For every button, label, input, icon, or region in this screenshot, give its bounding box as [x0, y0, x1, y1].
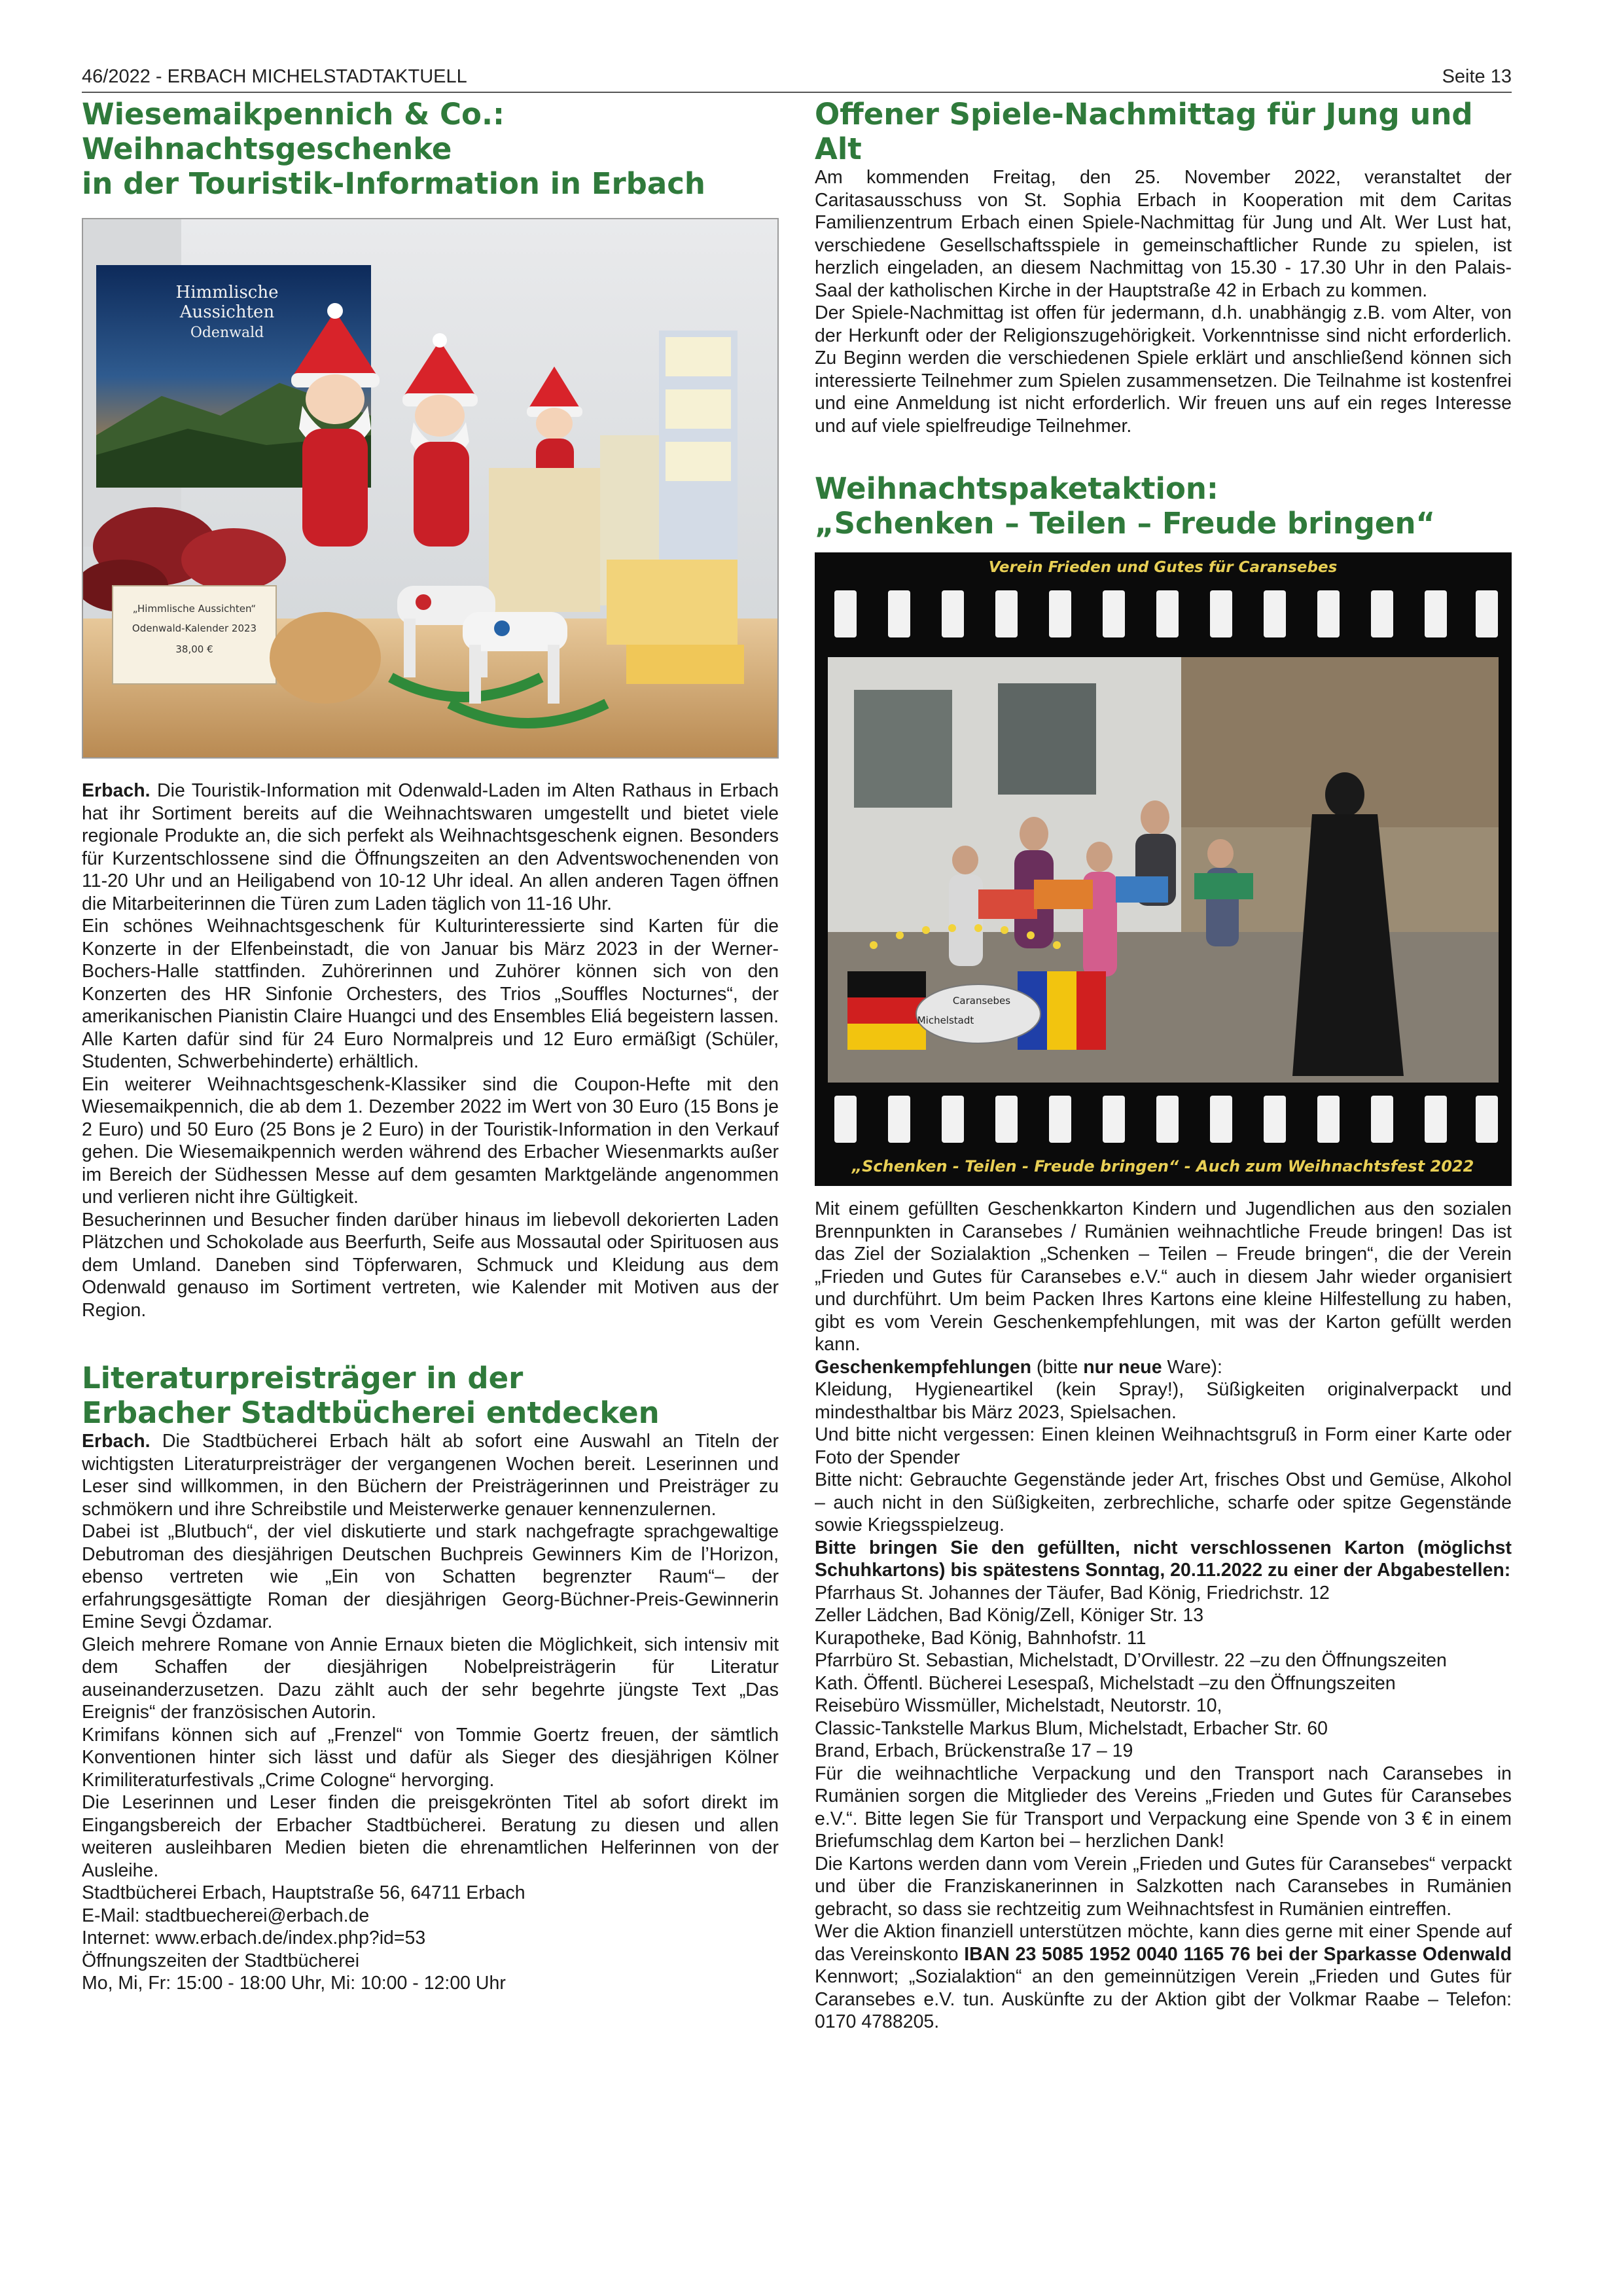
svg-text:Verein Frieden und Gutes für C: Verein Frieden und Gutes für Caransebes — [988, 559, 1338, 576]
page-header — [82, 60, 1512, 93]
article2-paragraph-5: Die Leserinnen und Leser finden die preisgekrönten Titel ab sofort direkt im Eingangsbereich der Erbacher Stadtbücherei. Beratung zu diesen und allen weiteren ausleihbaren Medien bieten die ehrenamtlichen Helferinnen von der Ausleihe. — [82, 1792, 779, 1881]
article4-paragraph-4: Bitte nicht: Gebrauchte Gegenstände jeder Art, frisches Obst und Gemüse, Alkohol – auch nicht in den Süßigkeiten, zerbrechliche, scharfe oder spitze Gegenstände sowie Kriegsspielzeug. — [815, 1469, 1512, 1535]
article4-recommendations-label: Geschenkempfehlungen (bitte nur neue Ware): — [815, 1356, 1222, 1378]
article2-paragraph-4: Krimifans können sich auf „Frenzel“ von Tommie Goertz freuen, der sämtlich Konventionen hinter sich lässt und dafür als Sieger des diesjährigen Kölner Krimiliteraturfestivals „Crime Cologne“ hervorging. — [82, 1724, 779, 1791]
svg-text:Michelstadt: Michelstadt — [917, 1014, 974, 1026]
article4-paragraph-2: Kleidung, Hygieneartikel (kein Spray!), Süßigkeiten originalverpackt und mindesthaltbar bis März 2023, Spielsachen. — [815, 1379, 1512, 1423]
library-hours-label: Öffnungszeiten der Stadtbücherei — [82, 1950, 360, 1971]
article2-paragraph-2: Dabei ist „Blutbuch“, der viel diskutierte und stark nachgefragte sprachgewaltige Debutroman des diesjährigen Deutschen Buchpreis Gewinners Kim de l’Horizon, ebenso vertreten wie „Ein von Schatten begrenzter Raum“– der erfahrungsgesättigte Roman der diesjährigen Georg-Büchner-Preis-Gewinnerin Emine Sevgi Özdamar. — [82, 1521, 779, 1632]
article4-donation-paragraph: Wer die Aktion finanziell unterstützen möchte, kann dies gerne mit einer Spende auf das Vereinskonto IBAN 23 5085 1952 0040 1165 76 bei der Sparkasse Odenwald Kennwort; „Sozialaktion“ an den gemeinnützigen Verein „Frieden und Gutes für Caransebes e.V. tun. Auskünfte zu der Aktion gibt der Volkmar Raabe – Telefon: 0170 4788205. — [815, 1921, 1512, 2032]
svg-text:Odenwald: Odenwald — [190, 325, 264, 341]
svg-text:Odenwald-Kalender 2023: Odenwald-Kalender 2023 — [132, 622, 257, 634]
article4-paragraph-7: Die Kartons werden dann vom Verein „Frieden und Gutes für Caransebes“ verpackt und über die Franziskanerinnen in Salzkotten nach Caransebes in Rumänien gebracht, so dass sie rechtzeitig zum Weihnachtsfest in Rumänien eintreffen. — [815, 1853, 1512, 1920]
article4-paragraph-1: Mit einem gefüllten Geschenkkarton Kindern und Jugendlichen aus den sozialen Brennpunkten in Caransebes / Rumänien weihnachtliche Freude bringen! Das ist das Ziel der Sozialaktion „Schenken – Teilen – Freude bringen“, die der Verein „Frieden und Gutes für Caransebes e.V.“ auch in diesem Jahr wieder organisiert und durchführt. Um beim Packen Ihres Kartons eine kleine Hilfestellung zu haben, gibt es vom Verein Geschenkempfehlungen, mit was der Karton gefüllt werden kann. — [815, 1198, 1512, 1355]
article1-paragraph-2: Ein schönes Weihnachtsgeschenk für Kulturinteressierte sind Karten für die Konzerte in der Elfenbeinstadt, die von Januar bis März 2023 in der Werner-Bochers-Halle stattfinden. Zuhörerinnen und Zuhörer können sich von den Konzerten des HR Sinfonie Orchesters, des Trios „Souffles Nocturnes“, der amerikanischen Pianistin Claire Huangci und des Ensembles Eliá begeistern lassen. Alle Karten dafür sind für 24 Euro Normalpreis und 12 Euro ermäßigt (Schüler, Studenten, Schwerbehinderte) erhältlich. — [82, 916, 779, 1072]
article3-paragraph-1: Am kommenden Freitag, den 25. November 2022, veranstaltet der Caritasausschuss von St. Sophia Erbach in Kooperation mit dem Caritas Familienzentrum Erbach einen Spiele-Nachmittag für Jung und Alt. Wer Lust hat, verschiedene Gesellschaftsspiele in gemeinschaftlicher Runde zu spielen, ist herzlich eingeladen, an diesem Nachmittag von 15.30 - 17.30 Uhr in den Palais-Saal der katholischen Kirche in der Hauptstraße 42 in Erbach zu kommen. — [815, 167, 1512, 301]
library-website[interactable]: Internet: www.erbach.de/index.php?id=53 — [82, 1928, 426, 1948]
issue-label: 46/2022 - ERBACH MICHELSTADTAKTUELL — [82, 66, 467, 87]
dropoff-location: Zeller Lädchen, Bad König/Zell, Königer Str. 13 — [815, 1605, 1204, 1626]
article2-paragraph-1: Erbach. Die Stadtbücherei Erbach hält ab sofort eine Auswahl an Titeln der wichtigsten Literaturpreisträger der vergangenen Wochen bereit. Leserinnen und Leser sind willkommen, in den Büchern der Preisträgerinnen und Preisträger zu schmökern und ihre Schreibstile und Meisterwerke genauer kennenzulernen. — [82, 1431, 779, 1520]
svg-text:Himmlische: Himmlische — [175, 283, 279, 302]
page-number: Seite 13 — [1442, 66, 1512, 87]
article4-paragraph-3: Und bitte nicht vergessen: Einen kleinen Weihnachtsgruß in Form einer Karte oder Foto der Spender — [815, 1424, 1512, 1468]
article-title-spiele-nachmittag: Offener Spiele-Nachmittag für Jung und Alt — [815, 97, 1473, 166]
article3-paragraph-2: Der Spiele-Nachmittag ist offen für jedermann, d.h. unabhängig z.B. vom Alter, von der Herkunft oder der Religionszugehörigkeit. Vorkenntnisse sind nicht erforderlich. Zu Beginn werden die verschiedenen Spiele erklärt und anschließend können sich interessierte Teilnehmer zum Spielen zusammensetzen. Die Teilnahme ist kostenfrei und eine Anmeldung ist nicht erforderlich. Wir freuen uns auf ein reges Interesse und auf viele spielfreudige Teilnehmer. — [815, 302, 1512, 437]
svg-text:„Schenken - Teilen - Freude br: „Schenken - Teilen - Freude bringen“ - Auch zum Weihnachtsfest 2022 — [851, 1157, 1474, 1175]
library-hours: Mo, Mi, Fr: 15:00 - 18:00 Uhr, Mi: 10:00 - 12:00 Uhr — [82, 1973, 506, 1994]
dropoff-location: Kurapotheke, Bad König, Bahnhofstr. 11 — [815, 1627, 1147, 1649]
tourist-info-photo — [82, 218, 779, 759]
library-email[interactable]: E-Mail: stadtbuecherei@erbach.de — [82, 1905, 370, 1926]
svg-text:38,00 €: 38,00 € — [175, 643, 213, 655]
dropoff-location: Kath. Öffentl. Bücherei Lesespaß, Michelstadt –zu den Öffnungszeiten — [815, 1672, 1396, 1694]
filmstrip-image — [815, 552, 1512, 1186]
right-column — [815, 97, 1512, 2034]
dropoff-location: Pfarrhaus St. Johannes der Täufer, Bad König, Friedrichstr. 12 — [815, 1582, 1330, 1604]
article2-paragraph-3: Gleich mehrere Romane von Annie Ernaux bieten die Möglichkeit, sich intensiv mit dem Schaffen der diesjährigen Nobelpreisträgerin für Literatur auseinanderzusetzen. Dazu zählt auch der sehr begehrte jüngste Text „Das Ereignis“ der französischen Autorin. — [82, 1634, 779, 1723]
dropoff-location: Pfarrbüro St. Sebastian, Michelstadt, D’Orvillestr. 22 –zu den Öffnungszeiten — [815, 1650, 1447, 1671]
article4-dropoff-notice: Bitte bringen Sie den gefüllten, nicht verschlossenen Karton (möglichst Schuhkartons) bis spätestens Sonntag, 20.11.2022 zu einer der Abgabestellen: — [815, 1537, 1512, 1581]
left-column — [82, 97, 779, 1995]
article1-paragraph-1: Erbach. Die Touristik-Information mit Odenwald-Laden im Alten Rathaus in Erbach hat ihr Sortiment bereits auf die Weihnachtswaren umgestellt und bietet viele regionale Produkte an, die sich perfekt als Weihnachtsgeschenk eignen. Besonders für Kurzentschlossene sind die Öffnungszeiten an den Adventswochenenden von 11-20 Uhr und an Heiligabend von 10-12 Uhr ideal. An allen anderen Tagen öffnen die Mitarbeiterinnen die Türen zum Laden täglich von 11-16 Uhr. — [82, 780, 779, 914]
library-address: Stadtbücherei Erbach, Hauptstraße 56, 64711 Erbach — [82, 1882, 525, 1903]
dropoff-location: Classic-Tankstelle Markus Blum, Michelstadt, Erbacher Str. 60 — [815, 1717, 1328, 1739]
dropoff-location: Reisebüro Wissmüller, Michelstadt, Neutorstr. 10, — [815, 1695, 1222, 1716]
shop-display-image — [83, 219, 777, 757]
paketaktion-photo — [815, 552, 1512, 1186]
svg-text:Aussichten: Aussichten — [179, 302, 275, 322]
dropoff-location: Brand, Erbach, Brückenstraße 17 – 19 — [815, 1740, 1133, 1761]
svg-text:„Himmlische Aussichten“: „Himmlische Aussichten“ — [132, 603, 257, 615]
cookie-bag — [270, 612, 381, 704]
iban: IBAN 23 5085 1952 0040 1165 76 bei der Sparkasse Odenwald — [964, 1943, 1512, 1965]
article-title-weihnachtspaket: Weihnachtspaketaktion: „Schenken – Teilen – Freude bringen“ — [815, 471, 1436, 541]
article1-paragraph-4: Besucherinnen und Besucher finden darüber hinaus im liebevoll dekorierten Laden Plätzchen und Schokolade aus Beerfurth, Seife aus Mossautal oder Spirituosen aus dem Umland. Daneben sind Töpferwaren, Schmuck und Kleidung aus dem Odenwald genauso im Sortiment vertreten, wie Kalender mit Motiven aus der Region. — [82, 1209, 779, 1321]
article1-paragraph-3: Ein weiterer Weihnachtsgeschenk-Klassiker sind die Coupon-Hefte mit den Wiesemaikpennich, die ab dem 1. Dezember 2022 im Wert von 30 Euro (15 Bons je 2 Euro) und 50 Euro (25 Bons je 2 Euro) in der Touristik-Information in den Verkauf gehen. Die Wiesemaikpennich werden während des Erbacher Wiesenmarkts außer im Bereich der Südhessen Messe auf dem gesamten Marktgelände angenommen und verlieren nicht ihre Gültigkeit. — [82, 1073, 779, 1208]
svg-text:Caransebes: Caransebes — [952, 995, 1011, 1007]
article-title-wiesemaikpennich: Wiesemaikpennich & Co.: Weihnachtsgeschenke in der Touristik-Information in Erbach — [82, 97, 705, 201]
article-title-literaturpreis: Literaturpreisträger in der Erbacher Stadtbücherei entdecken — [82, 1361, 660, 1430]
article4-paragraph-6: Für die weihnachtliche Verpackung und den Transport nach Caransebes in Rumänien sorgen die Mitglieder des Vereins „Frieden und Gutes für Caransebes e.V.“. Bitte legen Sie für Transport und Verpackung eine Spende von 3 € in einem Briefumschlag dem Karton bei – herzlichen Dank! — [815, 1763, 1512, 1852]
calendar-price-card — [113, 586, 276, 684]
